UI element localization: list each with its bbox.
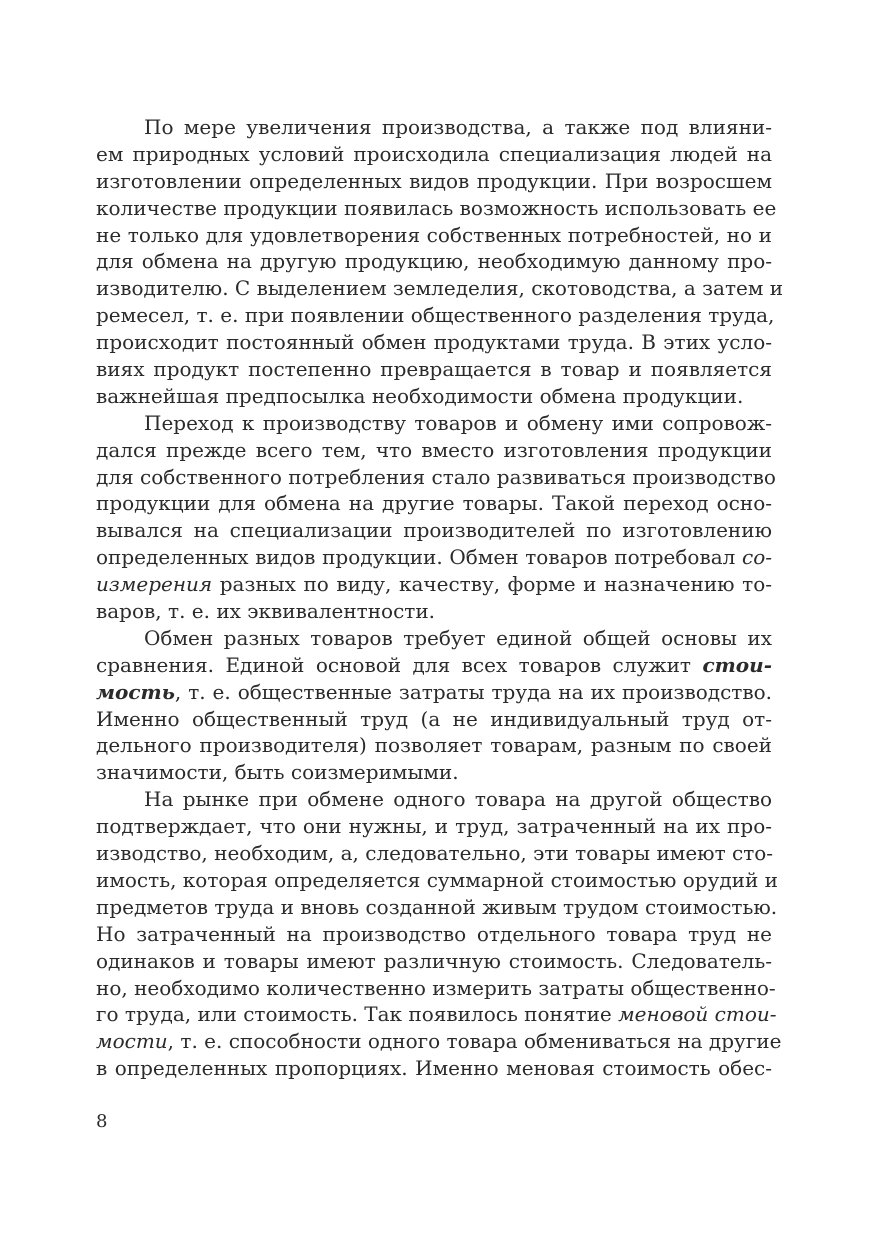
text-segment: важнейшая предпосылка необходимости обмена продукции. [96, 383, 744, 408]
italic-term: измерения [96, 572, 213, 597]
text-line [96, 168, 772, 195]
text-line [96, 141, 772, 168]
text-line [96, 894, 778, 921]
text-segment: изводство, необходим, а, следовательно, эти товары имеют сто- [96, 841, 774, 866]
text-line [96, 383, 772, 410]
text-segment: происходит постоянный обмен продуктами труда. В этих усло- [96, 330, 772, 355]
text-line [96, 329, 772, 356]
paragraph [96, 625, 772, 786]
text-segment: вывался на специализации производителей по изготовлению [96, 518, 772, 543]
text-segment: дался прежде всего тем, что вместо изготовления продукции [96, 437, 772, 462]
text-line [96, 571, 772, 598]
text-line [96, 840, 772, 867]
text-segment: По мере увеличения производства, а также под влияни- [144, 115, 772, 139]
paragraph [96, 410, 776, 625]
bold-italic-term: стои- [702, 652, 772, 677]
text-line [96, 275, 784, 302]
text-segment: значимости, быть соизмеримыми. [96, 760, 459, 785]
text-line [96, 490, 772, 517]
italic-term: меновой стои- [618, 1002, 777, 1027]
text-segment: , т. е. способности одного товара обмениваться на другие [167, 1029, 782, 1054]
text-line [96, 679, 772, 706]
text-line [96, 598, 772, 625]
text-line [96, 464, 776, 491]
text-segment: для обмена на другую продукцию, необходимую данному про- [96, 249, 772, 274]
text-line [96, 114, 772, 141]
text-line [96, 732, 772, 759]
text-line [96, 786, 772, 813]
text-segment: разных по виду, качеству, форме и назначению то- [212, 572, 772, 597]
text-segment: не только для удовлетворения собственных потребностей, но и [96, 222, 772, 247]
text-line [96, 1028, 782, 1055]
text-line [96, 975, 776, 1002]
text-line [96, 759, 772, 786]
text-line [96, 921, 772, 948]
text-segment: варов, т. е. их эквивалентности. [96, 599, 436, 624]
text-line [96, 813, 772, 840]
text-line [96, 356, 772, 383]
text-segment: одинаков и товары имеют различную стоимость. Следователь- [96, 948, 772, 973]
text-segment: ем природных условий происходила специализация людей на [96, 141, 772, 166]
text-segment: для собственного потребления стало развиваться производство [96, 464, 776, 489]
paragraph [96, 786, 782, 1082]
page-number: 8 [96, 1111, 108, 1132]
text-segment: имость, которая определяется суммарной стоимостью орудий и [96, 867, 779, 892]
italic-term: со- [742, 545, 772, 570]
text-segment: определенных видов продукции. Обмен товаров потребовал [96, 545, 742, 570]
body-text [96, 114, 784, 1082]
text-line [96, 625, 772, 652]
text-segment: количестве продукции появилась возможность использовать ее [96, 195, 777, 220]
text-line [96, 302, 775, 329]
bold-italic-term: мость [96, 679, 175, 704]
text-segment: но, необходимо количественно измерить затраты общественно- [96, 975, 776, 1000]
text-line [96, 706, 772, 733]
text-line [96, 1001, 777, 1028]
text-segment: Но затраченный на производство отдельного товара труд не [96, 921, 772, 946]
text-line [96, 867, 779, 894]
text-segment: ремесел, т. е. при появлении общественного разделения труда, [96, 303, 775, 328]
text-segment: изготовлении определенных видов продукции. При возросшем [96, 168, 772, 193]
text-segment: подтверждает, что они нужны, и труд, затраченный на их про- [96, 814, 772, 839]
text-segment: дельного производителя) позволяет товарам, разным по своей [96, 733, 772, 758]
text-segment: Переход к производству товаров и обмену ими сопровож- [144, 410, 772, 435]
text-segment: предметов труда и вновь созданной живым трудом стоимостью. [96, 894, 778, 919]
text-line [96, 544, 772, 571]
paragraph [96, 114, 784, 410]
text-segment: виях продукт постепенно превращается в товар и появляется [96, 357, 772, 382]
text-line [96, 410, 772, 437]
text-segment: Именно общественный труд (а не индивидуальный труд от- [96, 706, 772, 731]
text-segment: го труда, или стоимость. Так появилось понятие [96, 1002, 619, 1027]
text-line [96, 195, 777, 222]
text-segment: сравнения. Единой основой для всех товаров служит [96, 652, 703, 677]
text-segment: , т. е. общественные затраты труда на их производство. [174, 679, 772, 704]
text-line [96, 1055, 772, 1082]
text-segment: изводителю. С выделением земледелия, скотоводства, а затем и [96, 276, 784, 301]
text-line [96, 948, 772, 975]
text-line [96, 652, 772, 679]
text-line [96, 222, 772, 249]
text-segment: продукции для обмена на другие товары. Такой переход осно- [96, 491, 772, 516]
text-segment: Обмен разных товаров требует единой общей основы их [144, 625, 772, 650]
text-line [96, 517, 772, 544]
text-segment: На рынке при обмене одного товара на другой общество [144, 787, 772, 812]
text-line [96, 248, 772, 275]
italic-term: мости [96, 1029, 168, 1054]
text-segment: в определенных пропорциях. Именно меновая стоимость обес- [96, 1056, 772, 1081]
text-line [96, 437, 772, 464]
